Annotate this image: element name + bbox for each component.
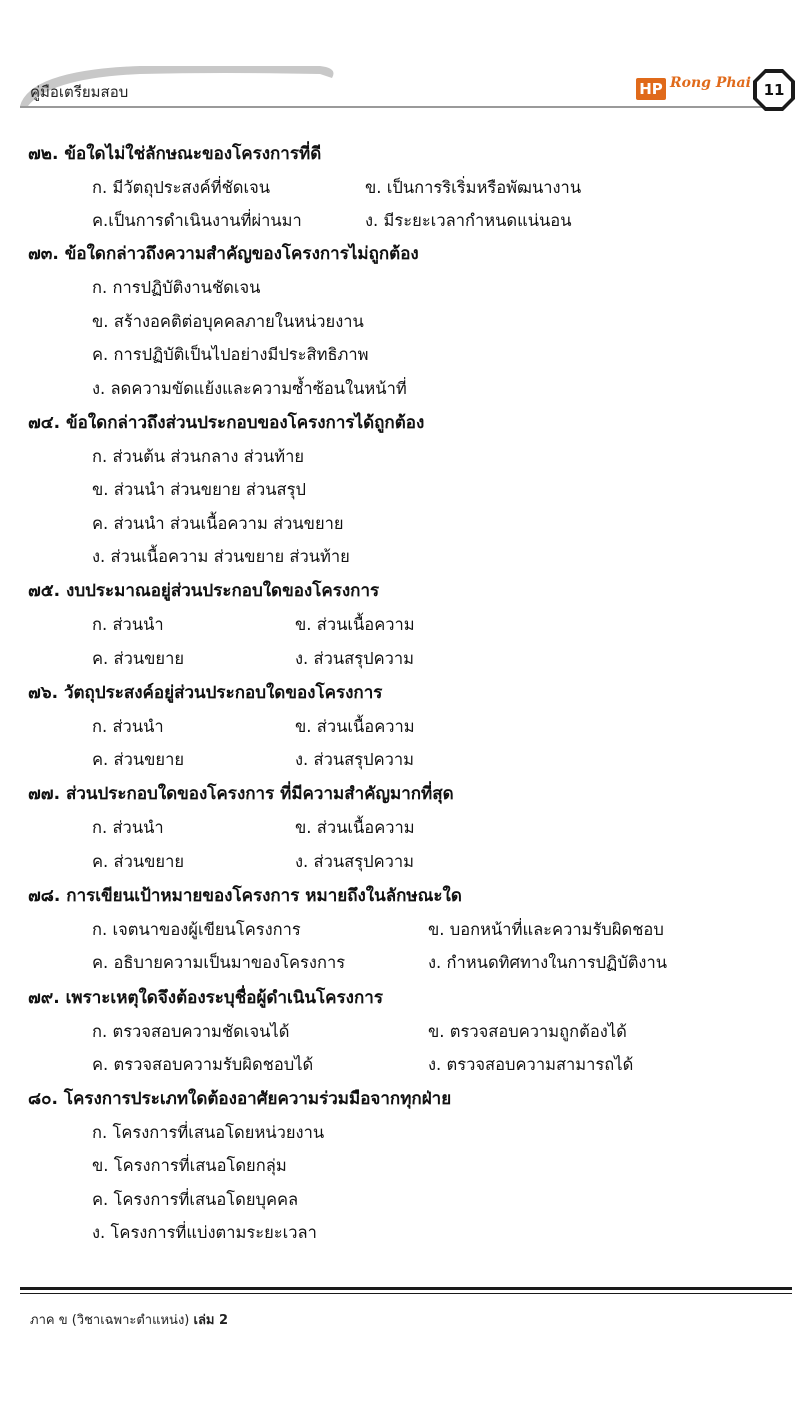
- option-75-c: ค. ส่วนขยาย: [92, 649, 185, 668]
- option-75-a: ก. ส่วนนำ: [92, 615, 164, 634]
- option-78-a: ก. เจตนาของผู้เขียนโครงการ: [92, 920, 301, 939]
- option-79-a: ก. ตรวจสอบความชัดเจนได้: [92, 1022, 290, 1041]
- option-72-c: ค.เป็นการดำเนินงานที่ผ่านมา: [92, 211, 302, 230]
- logo-name: Rong Phai: [670, 75, 751, 91]
- question-78: ๗๘. การเขียนเป้าหมายของโครงการ หมายถึงในลักษณะใด: [28, 886, 462, 906]
- option-77-c: ค. ส่วนขยาย: [92, 852, 185, 871]
- question-73: ๗๓. ข้อใดกล่าวถึงความสำคัญของโครงการไม่ถูกต้อง: [28, 244, 419, 264]
- option-77-a: ก. ส่วนนำ: [92, 818, 164, 837]
- footer-section: ภาค ข (วิชาเฉพาะตำแหน่ง): [30, 1313, 190, 1328]
- option-80-b: ข. โครงการที่เสนอโดยกลุ่ม: [92, 1156, 287, 1175]
- question-80: ๘๐. โครงการประเภทใดต้องอาศัยความร่วมมือจากทุกฝ่าย: [28, 1089, 452, 1109]
- question-74: ๗๔. ข้อใดกล่าวถึงส่วนประกอบของโครงการได้ถูกต้อง: [28, 413, 425, 433]
- option-75-d: ง. ส่วนสรุปความ: [295, 649, 415, 668]
- option-73-d: ง. ลดความขัดแย้งและความซ้ำซ้อนในหน้าที่: [92, 379, 407, 398]
- option-75-b: ข. ส่วนเนื้อความ: [295, 615, 415, 634]
- option-73-b: ข. สร้างอคติต่อบุคคลภายในหน่วยงาน: [92, 312, 364, 331]
- footer-divider-thick: [20, 1287, 792, 1290]
- option-72-d: ง. มีระยะเวลากำหนดแน่นอน: [365, 211, 572, 230]
- question-72: ๗๒. ข้อใดไม่ใช่ลักษณะของโครงการที่ดี: [28, 144, 322, 164]
- option-77-b: ข. ส่วนเนื้อความ: [295, 818, 415, 837]
- option-72-b: ข. เป็นการริเริ่มหรือพัฒนางาน: [365, 178, 582, 197]
- option-80-c: ค. โครงการที่เสนอโดยบุคคล: [92, 1190, 299, 1209]
- option-73-c: ค. การปฏิบัติเป็นไปอย่างมีประสิทธิภาพ: [92, 345, 369, 364]
- question-75: ๗๕. งบประมาณอยู่ส่วนประกอบใดของโครงการ: [28, 581, 380, 601]
- option-76-d: ง. ส่วนสรุปความ: [295, 750, 415, 769]
- page-number: 11: [763, 81, 785, 99]
- header-divider: [20, 106, 780, 108]
- option-76-c: ค. ส่วนขยาย: [92, 750, 185, 769]
- question-77: ๗๗. ส่วนประกอบใดของโครงการ ที่มีความสำคัญมากที่สุด: [28, 784, 454, 804]
- question-76: ๗๖. วัตถุประสงค์อยู่ส่วนประกอบใดของโครงการ: [28, 683, 383, 703]
- option-74-a: ก. ส่วนต้น ส่วนกลาง ส่วนท้าย: [92, 447, 305, 466]
- option-74-c: ค. ส่วนนำ ส่วนเนื้อความ ส่วนขยาย: [92, 514, 344, 533]
- option-74-d: ง. ส่วนเนื้อความ ส่วนขยาย ส่วนท้าย: [92, 547, 350, 566]
- option-78-c: ค. อธิบายความเป็นมาของโครงการ: [92, 953, 346, 972]
- page-footer: [30, 1309, 228, 1330]
- publisher-logo: [636, 72, 754, 106]
- option-79-c: ค. ตรวจสอบความรับผิดชอบได้: [92, 1055, 314, 1074]
- option-77-d: ง. ส่วนสรุปความ: [295, 852, 415, 871]
- logo-mark: HP: [636, 78, 666, 100]
- option-76-a: ก. ส่วนนำ: [92, 717, 164, 736]
- header-title: คู่มือเตรียมสอบ: [30, 83, 129, 101]
- option-78-d: ง. กำหนดทิศทางในการปฏิบัติงาน: [428, 953, 668, 972]
- footer-divider-thin: [20, 1293, 792, 1294]
- option-79-d: ง. ตรวจสอบความสามารถได้: [428, 1055, 634, 1074]
- option-76-b: ข. ส่วนเนื้อความ: [295, 717, 415, 736]
- page-number-badge: [752, 68, 796, 112]
- option-73-a: ก. การปฏิบัติงานชัดเจน: [92, 278, 261, 297]
- option-79-b: ข. ตรวจสอบความถูกต้องได้: [428, 1022, 627, 1041]
- option-80-d: ง. โครงการที่แบ่งตามระยะเวลา: [92, 1223, 317, 1242]
- option-74-b: ข. ส่วนนำ ส่วนขยาย ส่วนสรุป: [92, 480, 306, 499]
- option-80-a: ก. โครงการที่เสนอโดยหน่วยงาน: [92, 1123, 325, 1142]
- page-header: [0, 0, 800, 120]
- option-72-a: ก. มีวัตถุประสงค์ที่ชัดเจน: [92, 178, 271, 197]
- option-78-b: ข. บอกหน้าที่และความรับผิดชอบ: [428, 920, 664, 939]
- footer-volume: เล่ม 2: [193, 1313, 229, 1328]
- question-79: ๗๙. เพราะเหตุใดจึงต้องระบุชื่อผู้ดำเนินโครงการ: [28, 988, 383, 1008]
